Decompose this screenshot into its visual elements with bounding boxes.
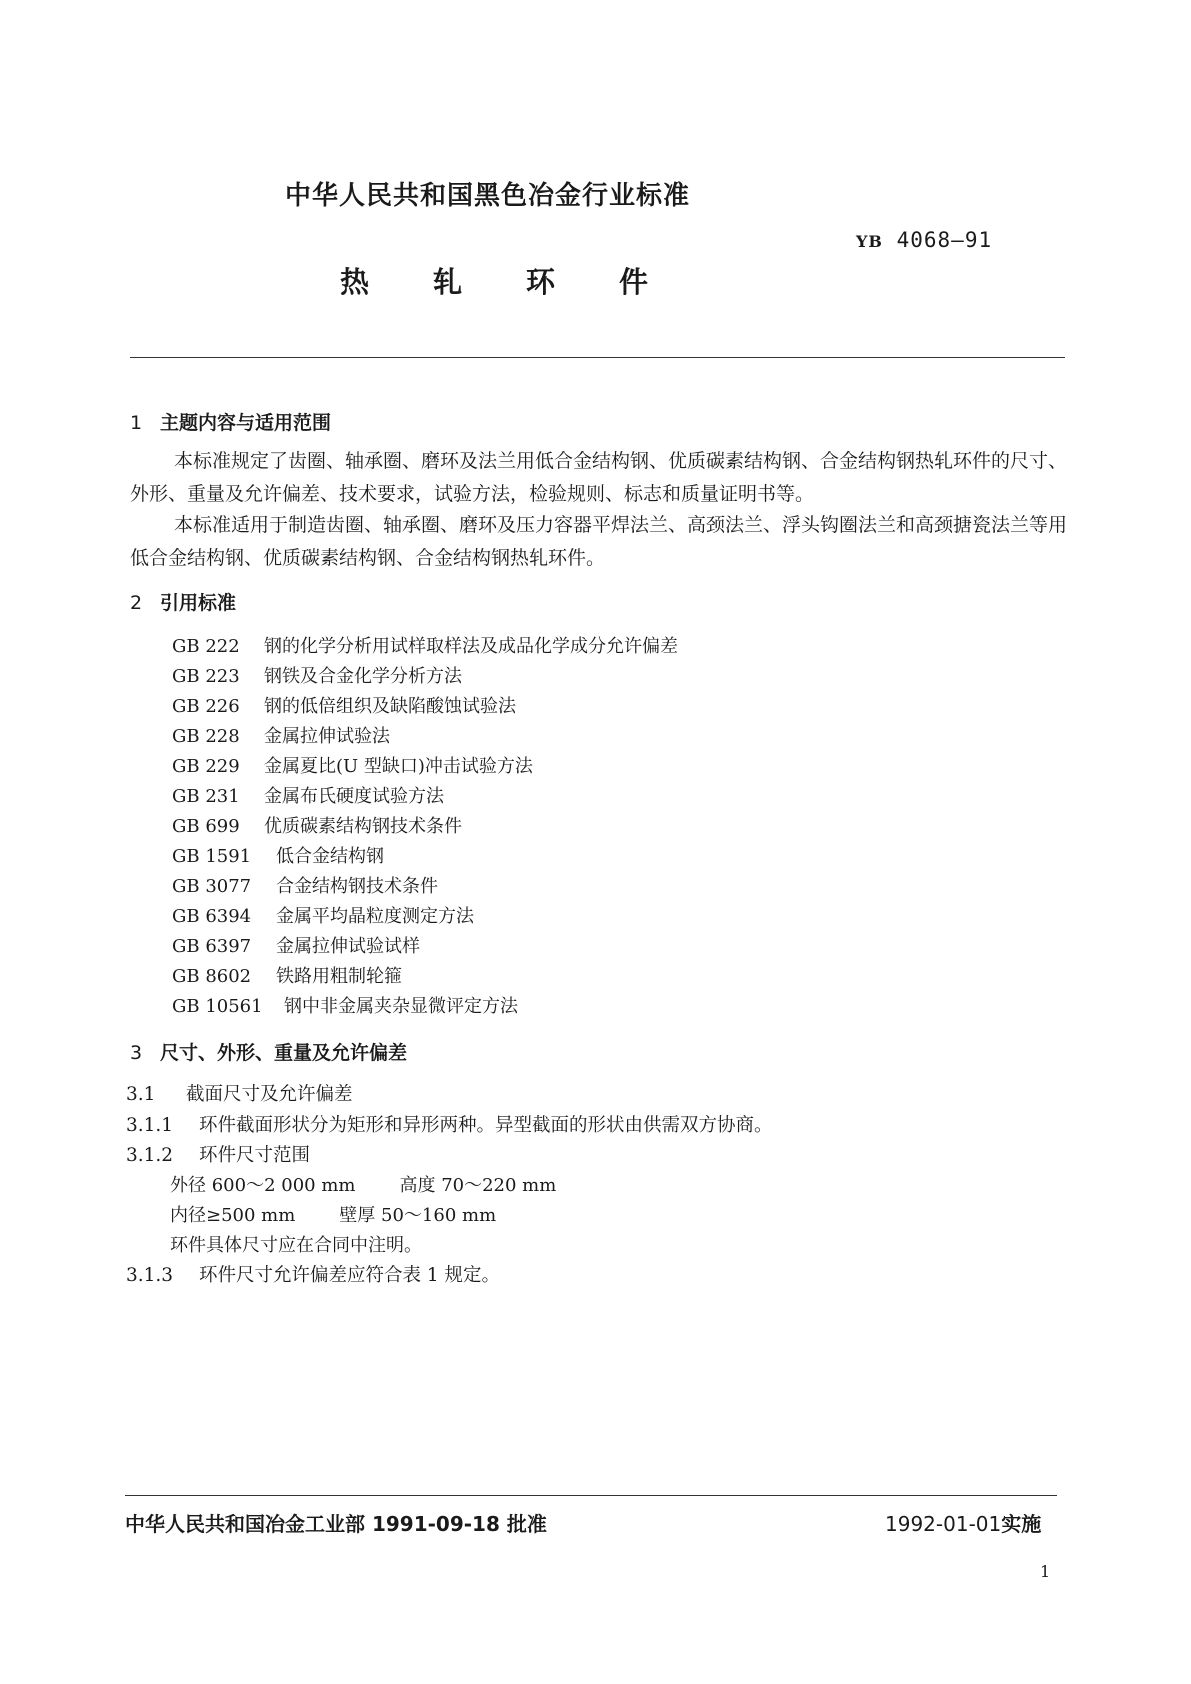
reference-code: GB 229 bbox=[172, 756, 240, 777]
section-3-heading bbox=[130, 1038, 407, 1065]
subsection-text: 截面尺寸及允许偏差 bbox=[186, 1084, 353, 1105]
section-title: 引用标准 bbox=[160, 592, 237, 614]
section-number: 2 bbox=[130, 592, 143, 614]
reference-code: GB 228 bbox=[172, 726, 240, 747]
title-char: 轧 bbox=[433, 265, 463, 299]
footer-divider bbox=[125, 1495, 1057, 1496]
section-number: 1 bbox=[130, 412, 143, 434]
reference-title: 金属拉伸试验法 bbox=[264, 726, 390, 747]
subsection-3-1-2 bbox=[126, 1141, 310, 1167]
effective-date: 1992-01-01 bbox=[885, 1512, 1002, 1536]
section-title: 尺寸、外形、重量及允许偏差 bbox=[160, 1042, 408, 1064]
reference-title: 钢的化学分析用试样取样法及成品化学成分允许偏差 bbox=[264, 636, 678, 657]
reference-code: GB 699 bbox=[172, 816, 240, 837]
reference-item bbox=[172, 842, 384, 868]
reference-title: 金属拉伸试验试样 bbox=[276, 936, 420, 957]
document-title bbox=[340, 260, 712, 301]
reference-item bbox=[172, 662, 462, 688]
reference-title: 优质碳素结构钢技术条件 bbox=[264, 816, 462, 837]
standard-code bbox=[856, 228, 992, 252]
title-char: 热 bbox=[340, 265, 370, 299]
reference-title: 金属平均晶粒度测定方法 bbox=[276, 906, 474, 927]
subsection-3-1-3 bbox=[126, 1261, 500, 1287]
effective-line bbox=[885, 1508, 1041, 1537]
reference-item bbox=[172, 812, 462, 838]
wall-thickness: 壁厚 50～160 mm bbox=[339, 1205, 497, 1226]
reference-code: GB 3077 bbox=[172, 876, 252, 897]
height-range: 高度 70～220 mm bbox=[399, 1175, 557, 1196]
code-prefix: YB bbox=[856, 232, 883, 251]
subsection-3-1 bbox=[126, 1080, 353, 1106]
reference-item bbox=[172, 692, 516, 718]
size-range-row-2 bbox=[170, 1201, 496, 1227]
reference-title: 钢中非金属夹杂显微评定方法 bbox=[284, 996, 518, 1017]
reference-code: GB 10561 bbox=[172, 996, 263, 1017]
section-2-heading bbox=[130, 588, 236, 615]
reference-code: GB 226 bbox=[172, 696, 240, 717]
section-number: 3 bbox=[130, 1042, 143, 1064]
subsection-number: 3.1 bbox=[126, 1084, 156, 1105]
title-char: 件 bbox=[619, 265, 649, 299]
title-char: 环 bbox=[526, 265, 556, 299]
subsection-text: 环件截面形状分为矩形和异形两种。异型截面的形状由供需双方协商。 bbox=[199, 1115, 773, 1136]
section-1-heading bbox=[130, 408, 331, 435]
effective-label: 实施 bbox=[1001, 1512, 1042, 1536]
section-1-para-2: 本标准适用于制造齿圈、轴承圈、磨环及压力容器平焊法兰、高颈法兰、浮头钩圈法兰和高颈搪瓷法兰等用低合金结构钢、优质碳素结构钢、合金结构钢热轧环件。 bbox=[130, 514, 1068, 569]
subsection-3-1-1 bbox=[126, 1111, 773, 1137]
section-title: 主题内容与适用范围 bbox=[160, 412, 332, 434]
page-number: 1 bbox=[1040, 1562, 1051, 1581]
inner-diameter: 内径≥500 mm bbox=[170, 1205, 296, 1226]
reference-item bbox=[172, 872, 438, 898]
subsection-number: 3.1.1 bbox=[126, 1115, 174, 1136]
approval-line: 中华人民共和国冶金工业部 1991-09-18 批准 bbox=[125, 1512, 547, 1536]
reference-item bbox=[172, 932, 420, 958]
code-number: 4068—91 bbox=[896, 228, 993, 252]
reference-title: 合金结构钢技术条件 bbox=[276, 876, 438, 897]
reference-title: 金属夏比(U 型缺口)冲击试验方法 bbox=[264, 756, 533, 777]
reference-code: GB 1591 bbox=[172, 846, 252, 867]
reference-item bbox=[172, 782, 444, 808]
reference-code: GB 231 bbox=[172, 786, 240, 807]
reference-item bbox=[172, 752, 533, 778]
reference-code: GB 223 bbox=[172, 666, 240, 687]
reference-item bbox=[172, 722, 390, 748]
outer-diameter: 外径 600～2 000 mm bbox=[170, 1175, 356, 1196]
size-range-row-1 bbox=[170, 1171, 556, 1197]
header-divider bbox=[130, 357, 1065, 358]
reference-item bbox=[172, 902, 474, 928]
standard-title: 中华人民共和国黑色冶金行业标准 bbox=[285, 181, 691, 211]
subsection-number: 3.1.3 bbox=[126, 1265, 174, 1286]
reference-title: 金属布氏硬度试验方法 bbox=[264, 786, 444, 807]
reference-title: 铁路用粗制轮箍 bbox=[276, 966, 402, 987]
size-note: 环件具体尺寸应在合同中注明。 bbox=[170, 1235, 422, 1256]
section-1-para-1: 本标准规定了齿圈、轴承圈、磨环及法兰用低合金结构钢、优质碳素结构钢、合金结构钢热轧环件的尺寸、外形、重量及允许偏差、技术要求，试验方法，检验规则、标志和质量证明书等。 bbox=[130, 450, 1068, 505]
reference-title: 低合金结构钢 bbox=[276, 846, 384, 867]
reference-title: 钢铁及合金化学分析方法 bbox=[264, 666, 462, 687]
reference-code: GB 6397 bbox=[172, 936, 252, 957]
subsection-number: 3.1.2 bbox=[126, 1145, 174, 1166]
subsection-text: 环件尺寸范围 bbox=[199, 1145, 311, 1166]
reference-code: GB 8602 bbox=[172, 966, 252, 987]
reference-code: GB 222 bbox=[172, 636, 240, 657]
reference-code: GB 6394 bbox=[172, 906, 252, 927]
reference-item bbox=[172, 962, 402, 988]
reference-title: 钢的低倍组织及缺陷酸蚀试验法 bbox=[264, 696, 516, 717]
reference-item bbox=[172, 632, 678, 658]
reference-item bbox=[172, 992, 518, 1018]
subsection-text: 环件尺寸允许偏差应符合表 1 规定。 bbox=[199, 1265, 501, 1286]
